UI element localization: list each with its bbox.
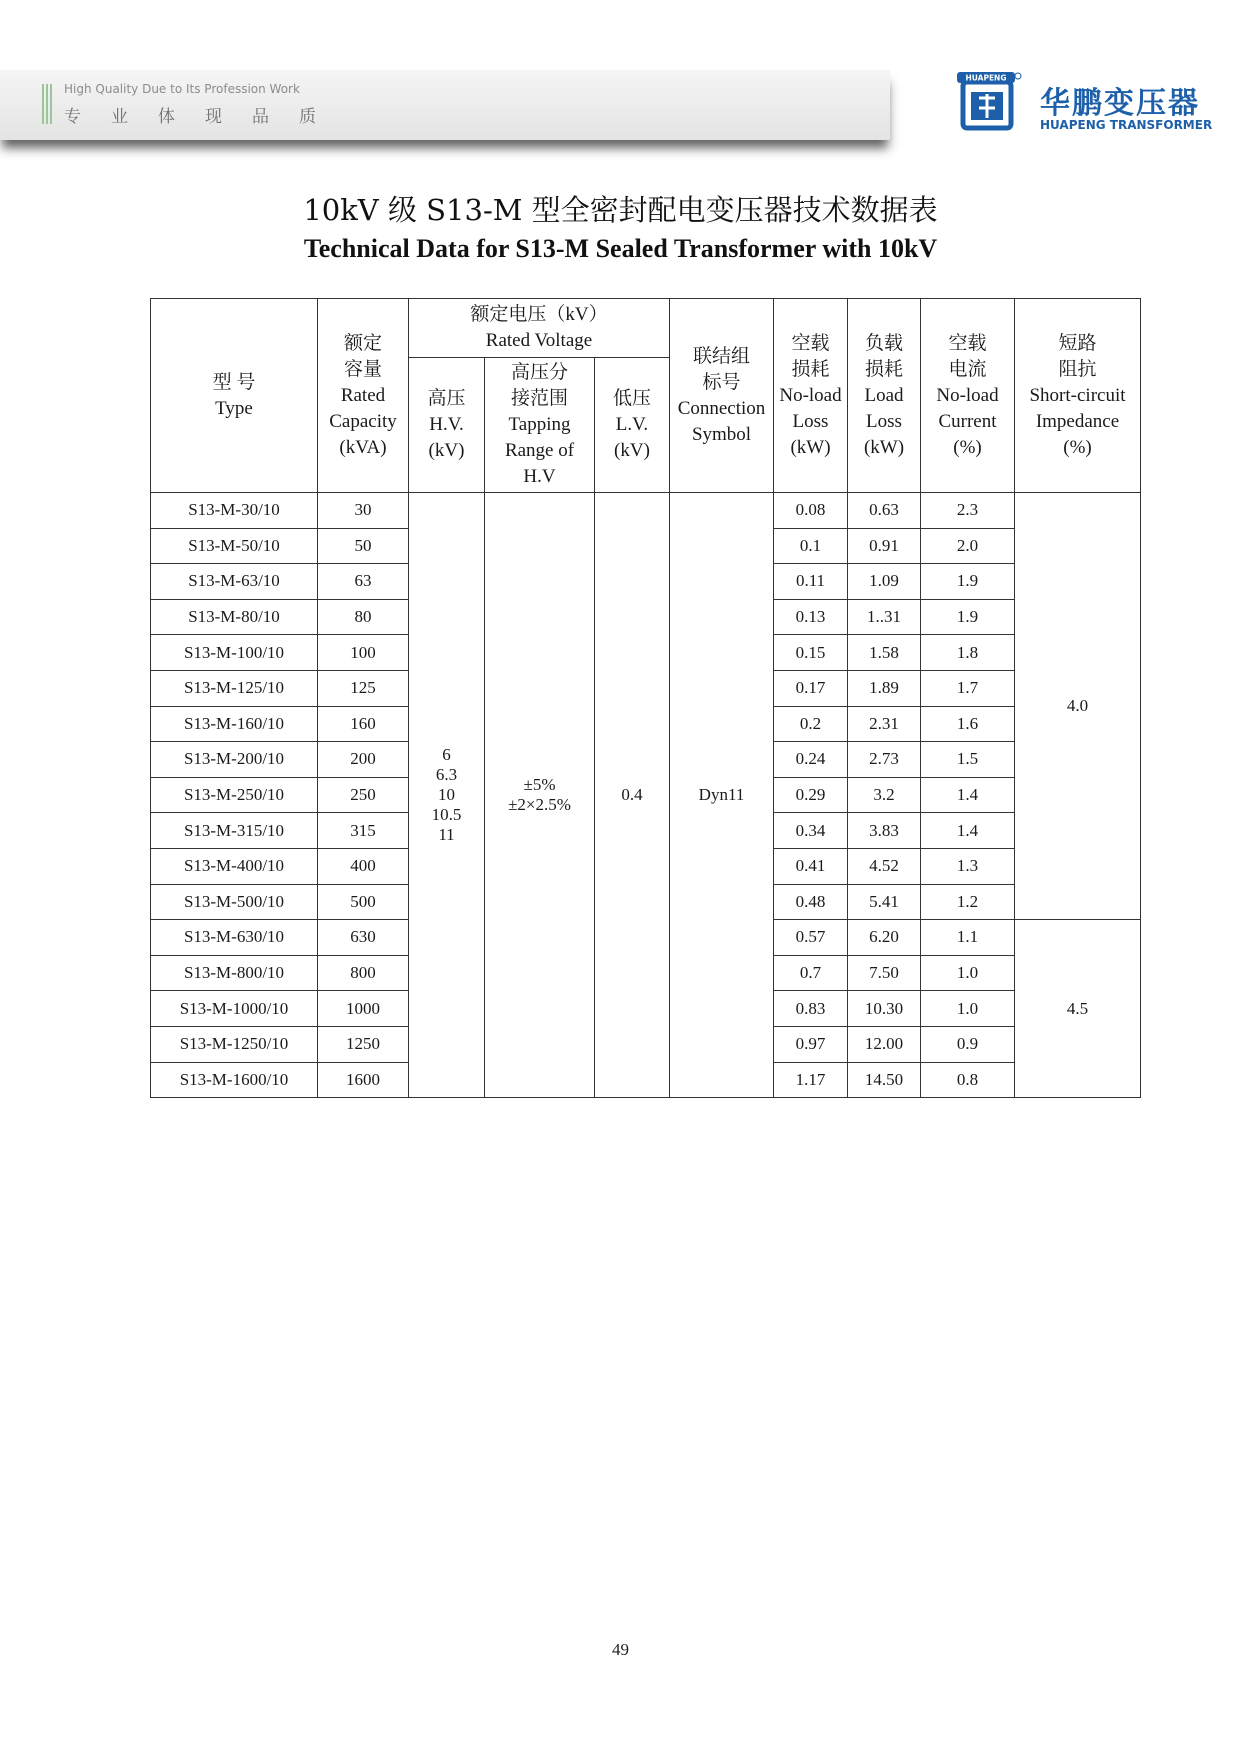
header-impedance: 短路 阻抗 Short-circuit Impedance (%) bbox=[1015, 299, 1141, 493]
cell-capacity: 400 bbox=[318, 848, 409, 884]
cell-hv-shared: 6 6.3 10 10.5 11 bbox=[409, 493, 485, 1098]
cell-load-loss: 1.58 bbox=[848, 635, 921, 671]
cell-noload-loss: 0.11 bbox=[774, 564, 848, 600]
cell-type: S13-M-800/10 bbox=[151, 955, 318, 991]
cell-noload-current: 1.7 bbox=[921, 670, 1015, 706]
page-number: 49 bbox=[612, 1640, 629, 1659]
cell-capacity: 1250 bbox=[318, 1026, 409, 1062]
huapeng-logo-icon bbox=[957, 72, 1027, 136]
cell-capacity: 50 bbox=[318, 528, 409, 564]
cell-capacity: 315 bbox=[318, 813, 409, 849]
cell-capacity: 800 bbox=[318, 955, 409, 991]
cell-load-loss: 4.52 bbox=[848, 848, 921, 884]
cell-noload-current: 2.0 bbox=[921, 528, 1015, 564]
cell-noload-current: 1.0 bbox=[921, 955, 1015, 991]
header-hv: 高压 H.V. (kV) bbox=[409, 358, 485, 493]
header-type: 型 号 Type bbox=[151, 299, 318, 493]
cell-noload-loss: 0.13 bbox=[774, 599, 848, 635]
header-connection-symbol: 联结组 标号 Connection Symbol bbox=[670, 299, 774, 493]
logo-badge-text: HUAPENG bbox=[965, 73, 1007, 83]
slogan-chinese: 专业体现品质 bbox=[64, 107, 346, 127]
cell-noload-current: 1.8 bbox=[921, 635, 1015, 671]
cell-noload-loss: 0.34 bbox=[774, 813, 848, 849]
header-load-loss: 负载 损耗 Load Loss (kW) bbox=[848, 299, 921, 493]
cell-noload-current: 0.8 bbox=[921, 1062, 1015, 1098]
cell-capacity: 1000 bbox=[318, 991, 409, 1027]
brand-name-chinese: 华鹏变压器 bbox=[1040, 86, 1200, 121]
cell-load-loss: 12.00 bbox=[848, 1026, 921, 1062]
cell-load-loss: 7.50 bbox=[848, 955, 921, 991]
slogan-english: High Quality Due to Its Profession Work bbox=[64, 82, 300, 96]
page-title-english: Technical Data for S13-M Sealed Transformer with 10kV bbox=[303, 234, 938, 263]
cell-load-loss: 1..31 bbox=[848, 599, 921, 635]
cell-load-loss: 14.50 bbox=[848, 1062, 921, 1098]
cell-impedance-group-1: 4.0 bbox=[1015, 493, 1141, 920]
cell-noload-current: 1.9 bbox=[921, 564, 1015, 600]
cell-load-loss: 5.41 bbox=[848, 884, 921, 920]
cell-noload-current: 0.9 bbox=[921, 1026, 1015, 1062]
cell-noload-loss: 0.97 bbox=[774, 1026, 848, 1062]
table-row bbox=[151, 493, 1141, 529]
cell-noload-loss: 0.1 bbox=[774, 528, 848, 564]
header-noload-loss: 空载 损耗 No-load Loss (kW) bbox=[774, 299, 848, 493]
cell-type: S13-M-1600/10 bbox=[151, 1062, 318, 1098]
cell-noload-current: 1.4 bbox=[921, 813, 1015, 849]
cell-capacity: 200 bbox=[318, 742, 409, 778]
cell-type: S13-M-30/10 bbox=[151, 493, 318, 529]
cell-noload-current: 1.0 bbox=[921, 991, 1015, 1027]
cell-noload-loss: 0.08 bbox=[774, 493, 848, 529]
cell-load-loss: 6.20 bbox=[848, 920, 921, 956]
cell-load-loss: 1.09 bbox=[848, 564, 921, 600]
cell-load-loss: 10.30 bbox=[848, 991, 921, 1027]
page-title-chinese: 10kV 级 S13-M 型全密封配电变压器技术数据表 bbox=[303, 193, 938, 227]
cell-noload-loss: 0.83 bbox=[774, 991, 848, 1027]
cell-load-loss: 0.63 bbox=[848, 493, 921, 529]
cell-noload-loss: 0.24 bbox=[774, 742, 848, 778]
cell-impedance-group-2: 4.5 bbox=[1015, 920, 1141, 1098]
cell-noload-loss: 0.41 bbox=[774, 848, 848, 884]
cell-capacity: 80 bbox=[318, 599, 409, 635]
cell-lv-shared: 0.4 bbox=[595, 493, 670, 1098]
cell-noload-loss: 0.15 bbox=[774, 635, 848, 671]
cell-noload-current: 1.4 bbox=[921, 777, 1015, 813]
cell-noload-current: 1.5 bbox=[921, 742, 1015, 778]
cell-load-loss: 2.31 bbox=[848, 706, 921, 742]
cell-noload-loss: 1.17 bbox=[774, 1062, 848, 1098]
header-tapping-range: 高压分 接范围 Tapping Range of H.V bbox=[485, 358, 595, 493]
cell-type: S13-M-63/10 bbox=[151, 564, 318, 600]
header-capacity: 额定 容量 Rated Capacity (kVA) bbox=[318, 299, 409, 493]
header-banner bbox=[0, 70, 890, 140]
cell-type: S13-M-500/10 bbox=[151, 884, 318, 920]
cell-capacity: 63 bbox=[318, 564, 409, 600]
technical-data-table bbox=[150, 298, 1141, 1098]
cell-noload-current: 1.3 bbox=[921, 848, 1015, 884]
cell-type: S13-M-200/10 bbox=[151, 742, 318, 778]
cell-connection-shared: Dyn11 bbox=[670, 493, 774, 1098]
cell-load-loss: 3.83 bbox=[848, 813, 921, 849]
cell-type: S13-M-100/10 bbox=[151, 635, 318, 671]
cell-type: S13-M-250/10 bbox=[151, 777, 318, 813]
cell-noload-current: 1.1 bbox=[921, 920, 1015, 956]
cell-noload-loss: 0.48 bbox=[774, 884, 848, 920]
cell-capacity: 500 bbox=[318, 884, 409, 920]
cell-capacity: 160 bbox=[318, 706, 409, 742]
cell-type: S13-M-1250/10 bbox=[151, 1026, 318, 1062]
cell-noload-current: 1.2 bbox=[921, 884, 1015, 920]
cell-type: S13-M-160/10 bbox=[151, 706, 318, 742]
header-lv: 低压 L.V. (kV) bbox=[595, 358, 670, 493]
cell-capacity: 1600 bbox=[318, 1062, 409, 1098]
cell-type: S13-M-400/10 bbox=[151, 848, 318, 884]
cell-type: S13-M-50/10 bbox=[151, 528, 318, 564]
cell-type: S13-M-630/10 bbox=[151, 920, 318, 956]
cell-noload-loss: 0.2 bbox=[774, 706, 848, 742]
cell-noload-loss: 0.17 bbox=[774, 670, 848, 706]
cell-type: S13-M-80/10 bbox=[151, 599, 318, 635]
cell-load-loss: 3.2 bbox=[848, 777, 921, 813]
cell-tapping-shared: ±5% ±2×2.5% bbox=[485, 493, 595, 1098]
cell-noload-current: 1.6 bbox=[921, 706, 1015, 742]
header-noload-current: 空载 电流 No-load Current (%) bbox=[921, 299, 1015, 493]
cell-load-loss: 1.89 bbox=[848, 670, 921, 706]
decorative-bars-icon bbox=[42, 84, 52, 124]
cell-type: S13-M-1000/10 bbox=[151, 991, 318, 1027]
header-rated-voltage: 额定电压（kV） Rated Voltage bbox=[409, 299, 670, 358]
cell-type: S13-M-315/10 bbox=[151, 813, 318, 849]
cell-noload-loss: 0.7 bbox=[774, 955, 848, 991]
cell-noload-current: 1.9 bbox=[921, 599, 1015, 635]
cell-noload-loss: 0.57 bbox=[774, 920, 848, 956]
cell-noload-loss: 0.29 bbox=[774, 777, 848, 813]
cell-load-loss: 0.91 bbox=[848, 528, 921, 564]
cell-capacity: 250 bbox=[318, 777, 409, 813]
cell-capacity: 30 bbox=[318, 493, 409, 529]
cell-capacity: 100 bbox=[318, 635, 409, 671]
cell-capacity: 125 bbox=[318, 670, 409, 706]
brand-name-english: HUAPENG TRANSFORMER bbox=[1040, 118, 1213, 132]
cell-type: S13-M-125/10 bbox=[151, 670, 318, 706]
cell-capacity: 630 bbox=[318, 920, 409, 956]
cell-noload-current: 2.3 bbox=[921, 493, 1015, 529]
cell-load-loss: 2.73 bbox=[848, 742, 921, 778]
